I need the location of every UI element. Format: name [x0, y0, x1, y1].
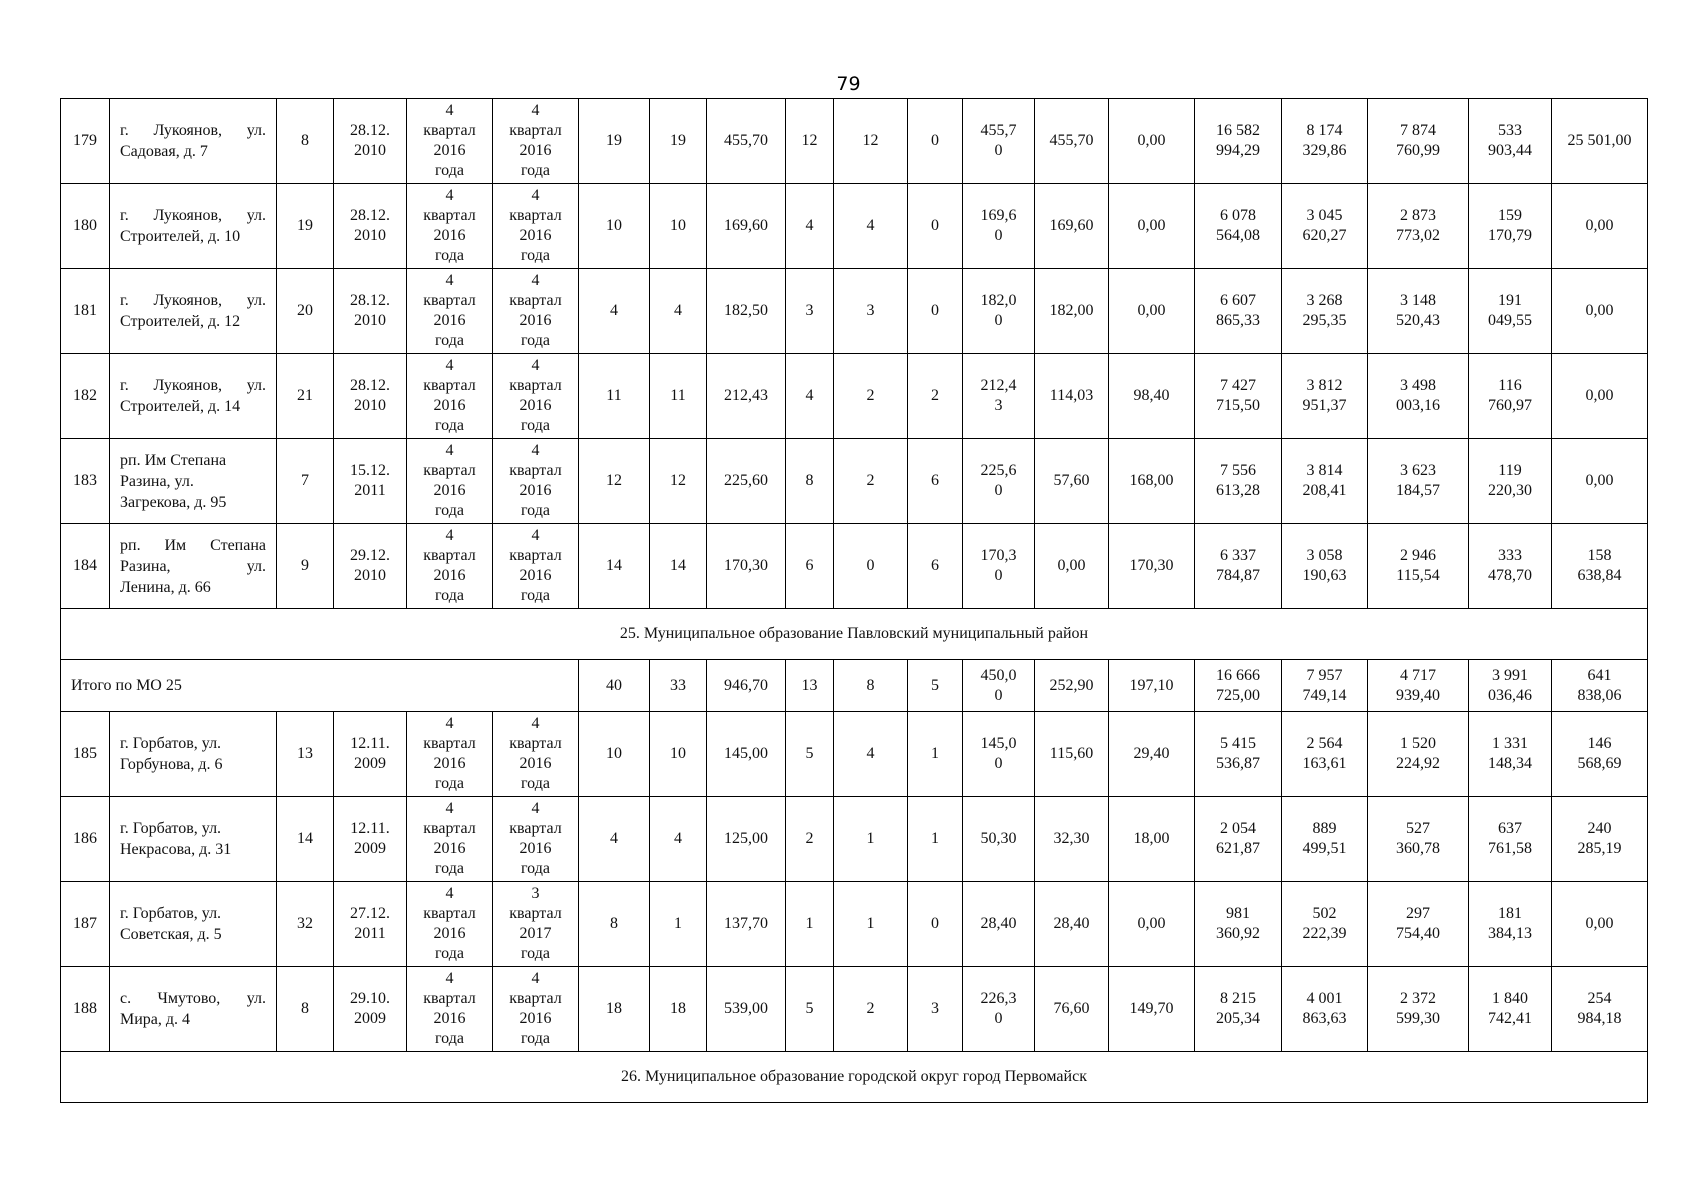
cell-c6: 11 [579, 354, 650, 439]
cell-c6: 40 [579, 660, 650, 712]
address-cell: г. Лукоянов, ул. Строителей, д. 10 [110, 184, 277, 269]
cell-c10: 1 [834, 882, 908, 967]
cell-c9: 6 [786, 524, 834, 609]
cell-c12: 182,0 0 [963, 269, 1035, 354]
quarter-start-cell: 4 квартал 2016 года [407, 439, 493, 524]
cell-c7: 19 [650, 99, 707, 184]
table-row [61, 712, 1648, 797]
cell-c9: 3 [786, 269, 834, 354]
cell-c10: 8 [834, 660, 908, 712]
cell-c3: 21 [277, 354, 334, 439]
cell-c12: 450,0 0 [963, 660, 1035, 712]
cell-c15: 6 078 564,08 [1195, 184, 1282, 269]
cell-c13: 115,60 [1035, 712, 1109, 797]
cell-c17: 7 874 760,99 [1368, 99, 1469, 184]
address-cell: г. Лукоянов, ул. Строителей, д. 12 [110, 269, 277, 354]
cell-c12: 28,40 [963, 882, 1035, 967]
table-row [61, 269, 1648, 354]
cell-c16: 3 268 295,35 [1282, 269, 1368, 354]
quarter-end-cell: 4 квартал 2016 года [493, 439, 579, 524]
cell-c9: 5 [786, 712, 834, 797]
cell-c17: 297 754,40 [1368, 882, 1469, 967]
cell-c18: 637 761,58 [1469, 797, 1552, 882]
cell-c6: 18 [579, 967, 650, 1052]
row-number: 179 [61, 99, 110, 184]
cell-c19: 254 984,18 [1552, 967, 1648, 1052]
cell-c14: 29,40 [1109, 712, 1195, 797]
cell-c14: 0,00 [1109, 269, 1195, 354]
table-row [61, 184, 1648, 269]
date-cell: 29.12. 2010 [334, 524, 407, 609]
cell-c15: 2 054 621,87 [1195, 797, 1282, 882]
cell-c17: 3 148 520,43 [1368, 269, 1469, 354]
cell-c17: 527 360,78 [1368, 797, 1469, 882]
cell-c18: 3 991 036,46 [1469, 660, 1552, 712]
cell-c11: 0 [908, 99, 963, 184]
cell-c13: 182,00 [1035, 269, 1109, 354]
section-title: 26. Муниципальное образование городской округ город Первомайск [61, 1052, 1648, 1103]
cell-c7: 1 [650, 882, 707, 967]
quarter-start-cell: 4 квартал 2016 года [407, 712, 493, 797]
cell-c15: 7 556 613,28 [1195, 439, 1282, 524]
quarter-start-cell: 4 квартал 2016 года [407, 184, 493, 269]
cell-c9: 8 [786, 439, 834, 524]
date-cell: 28.12. 2010 [334, 99, 407, 184]
cell-c11: 2 [908, 354, 963, 439]
cell-c8: 137,70 [707, 882, 786, 967]
cell-c10: 4 [834, 712, 908, 797]
cell-c9: 12 [786, 99, 834, 184]
quarter-start-cell: 4 квартал 2016 года [407, 354, 493, 439]
cell-c7: 33 [650, 660, 707, 712]
row-number: 181 [61, 269, 110, 354]
row-number: 180 [61, 184, 110, 269]
cell-c9: 13 [786, 660, 834, 712]
quarter-start-cell: 4 квартал 2016 года [407, 269, 493, 354]
cell-c10: 3 [834, 269, 908, 354]
quarter-end-cell: 4 квартал 2016 года [493, 797, 579, 882]
cell-c18: 191 049,55 [1469, 269, 1552, 354]
address-cell: г. Лукоянов, ул. Садовая, д. 7 [110, 99, 277, 184]
cell-c18: 119 220,30 [1469, 439, 1552, 524]
row-number: 188 [61, 967, 110, 1052]
address-cell: рп. Им Степана Разина, ул. Ленина, д. 66 [110, 524, 277, 609]
cell-c16: 2 564 163,61 [1282, 712, 1368, 797]
page-number: 79 [836, 73, 861, 95]
cell-c9: 1 [786, 882, 834, 967]
quarter-end-cell: 4 квартал 2016 года [493, 99, 579, 184]
date-cell: 12.11. 2009 [334, 797, 407, 882]
date-cell: 29.10. 2009 [334, 967, 407, 1052]
quarter-start-cell: 4 квартал 2016 года [407, 882, 493, 967]
cell-c12: 212,4 3 [963, 354, 1035, 439]
cell-c6: 14 [579, 524, 650, 609]
cell-c13: 455,70 [1035, 99, 1109, 184]
cell-c11: 0 [908, 184, 963, 269]
cell-c15: 981 360,92 [1195, 882, 1282, 967]
cell-c17: 2 372 599,30 [1368, 967, 1469, 1052]
cell-c16: 3 058 190,63 [1282, 524, 1368, 609]
cell-c6: 12 [579, 439, 650, 524]
cell-c16: 3 045 620,27 [1282, 184, 1368, 269]
cell-c6: 19 [579, 99, 650, 184]
cell-c18: 1 331 148,34 [1469, 712, 1552, 797]
cell-c9: 4 [786, 354, 834, 439]
cell-c16: 3 814 208,41 [1282, 439, 1368, 524]
cell-c9: 5 [786, 967, 834, 1052]
cell-c11: 6 [908, 524, 963, 609]
cell-c17: 4 717 939,40 [1368, 660, 1469, 712]
date-cell: 28.12. 2010 [334, 269, 407, 354]
cell-c10: 2 [834, 439, 908, 524]
cell-c12: 145,0 0 [963, 712, 1035, 797]
address-cell: г. Горбатов, ул. Советская, д. 5 [110, 882, 277, 967]
cell-c14: 0,00 [1109, 184, 1195, 269]
cell-c13: 32,30 [1035, 797, 1109, 882]
quarter-end-cell: 4 квартал 2016 года [493, 967, 579, 1052]
cell-c10: 2 [834, 354, 908, 439]
cell-c14: 98,40 [1109, 354, 1195, 439]
cell-c18: 1 840 742,41 [1469, 967, 1552, 1052]
cell-c7: 10 [650, 184, 707, 269]
cell-c13: 252,90 [1035, 660, 1109, 712]
cell-c19: 641 838,06 [1552, 660, 1648, 712]
row-number: 187 [61, 882, 110, 967]
cell-c11: 1 [908, 712, 963, 797]
cell-c13: 0,00 [1035, 524, 1109, 609]
row-number: 182 [61, 354, 110, 439]
cell-c18: 116 760,97 [1469, 354, 1552, 439]
housing-program-table [60, 98, 1648, 1103]
address-cell: г. Лукоянов, ул. Строителей, д. 14 [110, 354, 277, 439]
date-cell: 28.12. 2010 [334, 354, 407, 439]
cell-c3: 8 [277, 99, 334, 184]
cell-c18: 181 384,13 [1469, 882, 1552, 967]
quarter-start-cell: 4 квартал 2016 года [407, 99, 493, 184]
cell-c15: 5 415 536,87 [1195, 712, 1282, 797]
cell-c15: 6 337 784,87 [1195, 524, 1282, 609]
quarter-end-cell: 4 квартал 2016 года [493, 712, 579, 797]
cell-c17: 2 946 115,54 [1368, 524, 1469, 609]
cell-c8: 169,60 [707, 184, 786, 269]
table-row [61, 797, 1648, 882]
row-number: 183 [61, 439, 110, 524]
section-header-row [61, 1052, 1648, 1103]
table-row [61, 354, 1648, 439]
address-cell: г. Горбатов, ул. Горбунова, д. 6 [110, 712, 277, 797]
cell-c7: 18 [650, 967, 707, 1052]
cell-c7: 14 [650, 524, 707, 609]
cell-c8: 539,00 [707, 967, 786, 1052]
cell-c10: 1 [834, 797, 908, 882]
quarter-end-cell: 4 квартал 2016 года [493, 184, 579, 269]
cell-c6: 4 [579, 269, 650, 354]
cell-c3: 14 [277, 797, 334, 882]
cell-c8: 946,70 [707, 660, 786, 712]
cell-c11: 6 [908, 439, 963, 524]
cell-c11: 1 [908, 797, 963, 882]
subtotal-label: Итого по МО 25 [61, 660, 579, 712]
date-cell: 15.12. 2011 [334, 439, 407, 524]
cell-c15: 16 582 994,29 [1195, 99, 1282, 184]
cell-c17: 3 623 184,57 [1368, 439, 1469, 524]
table-row [61, 524, 1648, 609]
cell-c18: 533 903,44 [1469, 99, 1552, 184]
cell-c17: 3 498 003,16 [1368, 354, 1469, 439]
section-title: 25. Муниципальное образование Павловский муниципальный район [61, 609, 1648, 660]
cell-c14: 18,00 [1109, 797, 1195, 882]
cell-c7: 4 [650, 269, 707, 354]
cell-c12: 169,6 0 [963, 184, 1035, 269]
cell-c12: 226,3 0 [963, 967, 1035, 1052]
cell-c10: 12 [834, 99, 908, 184]
cell-c13: 76,60 [1035, 967, 1109, 1052]
cell-c8: 145,00 [707, 712, 786, 797]
cell-c19: 0,00 [1552, 269, 1648, 354]
table-row [61, 967, 1648, 1052]
cell-c19: 0,00 [1552, 439, 1648, 524]
table-body [61, 99, 1648, 1103]
cell-c8: 225,60 [707, 439, 786, 524]
cell-c6: 8 [579, 882, 650, 967]
cell-c14: 0,00 [1109, 882, 1195, 967]
cell-c11: 3 [908, 967, 963, 1052]
cell-c16: 3 812 951,37 [1282, 354, 1368, 439]
cell-c3: 9 [277, 524, 334, 609]
cell-c8: 455,70 [707, 99, 786, 184]
cell-c16: 502 222,39 [1282, 882, 1368, 967]
cell-c13: 28,40 [1035, 882, 1109, 967]
cell-c19: 0,00 [1552, 184, 1648, 269]
cell-c19: 240 285,19 [1552, 797, 1648, 882]
table-row [61, 882, 1648, 967]
date-cell: 28.12. 2010 [334, 184, 407, 269]
cell-c8: 170,30 [707, 524, 786, 609]
cell-c19: 158 638,84 [1552, 524, 1648, 609]
cell-c9: 4 [786, 184, 834, 269]
cell-c11: 0 [908, 882, 963, 967]
address-cell: рп. Им Степана Разина, ул. Загрекова, д. 95 [110, 439, 277, 524]
cell-c3: 20 [277, 269, 334, 354]
cell-c11: 5 [908, 660, 963, 712]
cell-c10: 0 [834, 524, 908, 609]
cell-c7: 10 [650, 712, 707, 797]
cell-c15: 8 215 205,34 [1195, 967, 1282, 1052]
cell-c15: 16 666 725,00 [1195, 660, 1282, 712]
cell-c3: 19 [277, 184, 334, 269]
table-row [61, 99, 1648, 184]
cell-c10: 2 [834, 967, 908, 1052]
row-number: 185 [61, 712, 110, 797]
cell-c7: 4 [650, 797, 707, 882]
table-row [61, 439, 1648, 524]
row-number: 186 [61, 797, 110, 882]
cell-c19: 0,00 [1552, 882, 1648, 967]
cell-c16: 4 001 863,63 [1282, 967, 1368, 1052]
cell-c8: 125,00 [707, 797, 786, 882]
quarter-start-cell: 4 квартал 2016 года [407, 967, 493, 1052]
quarter-end-cell: 4 квартал 2016 года [493, 354, 579, 439]
cell-c17: 1 520 224,92 [1368, 712, 1469, 797]
address-cell: г. Горбатов, ул. Некрасова, д. 31 [110, 797, 277, 882]
cell-c3: 13 [277, 712, 334, 797]
cell-c15: 6 607 865,33 [1195, 269, 1282, 354]
cell-c12: 50,30 [963, 797, 1035, 882]
cell-c16: 7 957 749,14 [1282, 660, 1368, 712]
cell-c14: 170,30 [1109, 524, 1195, 609]
cell-c18: 333 478,70 [1469, 524, 1552, 609]
cell-c18: 159 170,79 [1469, 184, 1552, 269]
quarter-start-cell: 4 квартал 2016 года [407, 797, 493, 882]
row-number: 184 [61, 524, 110, 609]
cell-c14: 197,10 [1109, 660, 1195, 712]
cell-c19: 0,00 [1552, 354, 1648, 439]
cell-c16: 8 174 329,86 [1282, 99, 1368, 184]
cell-c9: 2 [786, 797, 834, 882]
cell-c3: 7 [277, 439, 334, 524]
cell-c15: 7 427 715,50 [1195, 354, 1282, 439]
subtotal-row [61, 660, 1648, 712]
cell-c7: 11 [650, 354, 707, 439]
cell-c12: 170,3 0 [963, 524, 1035, 609]
quarter-end-cell: 4 квартал 2016 года [493, 269, 579, 354]
cell-c6: 4 [579, 797, 650, 882]
cell-c6: 10 [579, 712, 650, 797]
section-header-row [61, 609, 1648, 660]
cell-c13: 114,03 [1035, 354, 1109, 439]
quarter-start-cell: 4 квартал 2016 года [407, 524, 493, 609]
cell-c6: 10 [579, 184, 650, 269]
date-cell: 27.12. 2011 [334, 882, 407, 967]
cell-c11: 0 [908, 269, 963, 354]
cell-c14: 149,70 [1109, 967, 1195, 1052]
cell-c3: 32 [277, 882, 334, 967]
cell-c19: 146 568,69 [1552, 712, 1648, 797]
cell-c13: 169,60 [1035, 184, 1109, 269]
cell-c13: 57,60 [1035, 439, 1109, 524]
cell-c14: 168,00 [1109, 439, 1195, 524]
date-cell: 12.11. 2009 [334, 712, 407, 797]
cell-c8: 212,43 [707, 354, 786, 439]
quarter-end-cell: 4 квартал 2016 года [493, 524, 579, 609]
cell-c12: 455,7 0 [963, 99, 1035, 184]
quarter-end-cell: 3 квартал 2017 года [493, 882, 579, 967]
cell-c16: 889 499,51 [1282, 797, 1368, 882]
address-cell: с. Чмутово, ул. Мира, д. 4 [110, 967, 277, 1052]
cell-c3: 8 [277, 967, 334, 1052]
cell-c8: 182,50 [707, 269, 786, 354]
cell-c19: 25 501,00 [1552, 99, 1648, 184]
cell-c7: 12 [650, 439, 707, 524]
cell-c14: 0,00 [1109, 99, 1195, 184]
cell-c10: 4 [834, 184, 908, 269]
cell-c12: 225,6 0 [963, 439, 1035, 524]
cell-c17: 2 873 773,02 [1368, 184, 1469, 269]
